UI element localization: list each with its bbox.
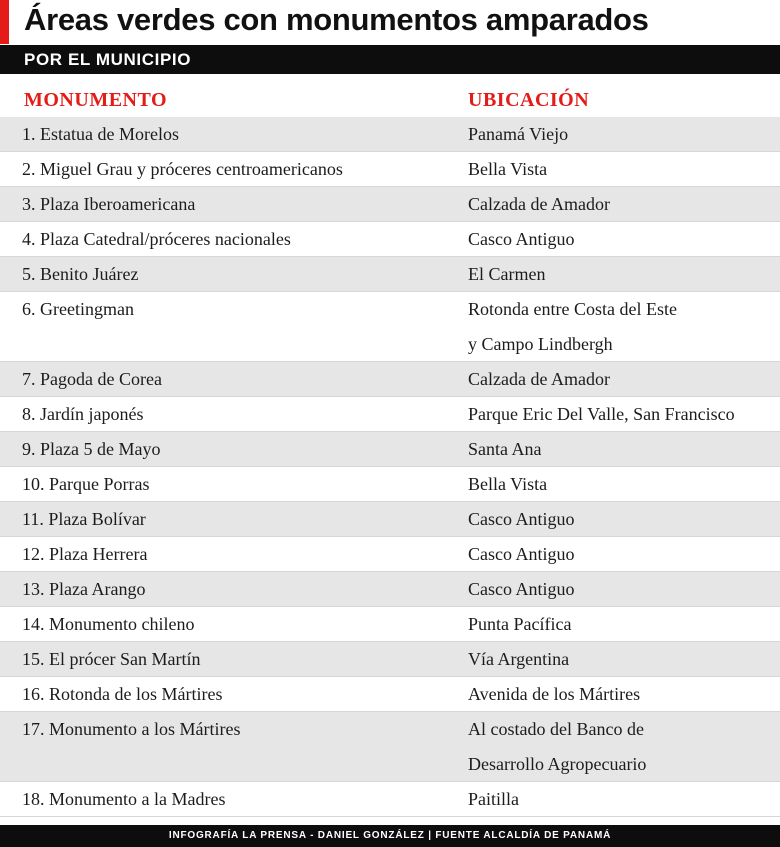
monument-cell: 15. El prócer San Martín	[22, 649, 201, 669]
location-cell: Vía Argentina	[468, 649, 570, 669]
location-cell: El Carmen	[468, 264, 546, 284]
location-cell: Calzada de Amador	[468, 194, 610, 214]
monument-cell: 11. Plaza Bolívar	[22, 509, 146, 529]
monument-cell: 10. Parque Porras	[22, 474, 150, 494]
title-row	[0, 0, 780, 44]
monument-cell: 5. Benito Juárez	[22, 264, 139, 284]
location-cell: Bella Vista	[468, 159, 548, 179]
monument-cell: 17. Monumento a los Mártires	[22, 719, 241, 739]
table-row	[0, 187, 780, 222]
table-row	[0, 642, 780, 677]
table-row	[0, 362, 780, 397]
subtitle-bar	[0, 45, 780, 74]
location-cell: Paitilla	[468, 789, 519, 809]
table-row	[0, 782, 780, 817]
footer-bar	[0, 825, 780, 847]
table-row	[0, 502, 780, 537]
monument-cell: 13. Plaza Arango	[22, 579, 146, 599]
footer-credit: INFOGRAFÍA LA PRENSA - DANIEL GONZÁLEZ | FUENTE ALCALDÍA DE PANAMÁ	[168, 830, 612, 841]
monument-cell: 1. Estatua de Morelos	[22, 124, 179, 144]
monument-cell: 12. Plaza Herrera	[22, 544, 148, 564]
monument-cell: 6. Greetingman	[22, 299, 134, 319]
location-cell: Punta Pacífica	[468, 614, 572, 634]
table-row	[0, 257, 780, 292]
monument-cell: 2. Miguel Grau y próceres centroamericanos	[22, 159, 343, 179]
location-cell: Santa Ana	[468, 439, 542, 459]
location-cell: Avenida de los Mártires	[468, 684, 641, 704]
table-row	[0, 467, 780, 502]
monument-cell: 14. Monumento chileno	[22, 614, 195, 634]
monument-cell: 4. Plaza Catedral/próceres nacionales	[22, 229, 291, 249]
column-header-location: UBICACIÓN	[468, 89, 590, 111]
monument-cell: 18. Monumento a la Madres	[22, 789, 226, 809]
monument-table	[0, 117, 780, 817]
column-header-monument: MONUMENTO	[24, 89, 168, 111]
table-row	[0, 607, 780, 642]
table-row	[0, 537, 780, 572]
monument-cell: 7. Pagoda de Corea	[22, 369, 162, 389]
location-cell: Casco Antiguo	[468, 544, 575, 564]
location-cell: Rotonda entre Costa del Este	[468, 299, 677, 319]
location-cell: Calzada de Amador	[468, 369, 610, 389]
monument-cell: 9. Plaza 5 de Mayo	[22, 439, 161, 459]
location-cell: y Campo Lindbergh	[468, 334, 613, 354]
location-cell: Al costado del Banco de	[468, 719, 644, 739]
location-cell: Casco Antiguo	[468, 579, 575, 599]
monument-cell: 16. Rotonda de los Mártires	[22, 684, 223, 704]
title-accent-bar	[0, 0, 9, 44]
table-row	[0, 152, 780, 187]
location-cell: Panamá Viejo	[468, 124, 569, 144]
table-row	[0, 292, 780, 362]
table-row	[0, 222, 780, 257]
page-title: Áreas verdes con monumentos amparados	[24, 2, 649, 37]
table-row	[0, 397, 780, 432]
table-row	[0, 712, 780, 782]
location-cell: Casco Antiguo	[468, 229, 575, 249]
table-row	[0, 572, 780, 607]
location-cell: Casco Antiguo	[468, 509, 575, 529]
location-cell: Bella Vista	[468, 474, 548, 494]
monument-cell: 3. Plaza Iberoamericana	[22, 194, 196, 214]
location-cell: Desarrollo Agropecuario	[468, 754, 647, 774]
table-row	[0, 117, 780, 152]
page-subtitle: POR EL MUNICIPIO	[24, 50, 192, 69]
monument-cell: 8. Jardín japonés	[22, 404, 144, 424]
table-row	[0, 432, 780, 467]
table-row	[0, 677, 780, 712]
location-cell: Parque Eric Del Valle, San Francisco	[468, 404, 735, 424]
